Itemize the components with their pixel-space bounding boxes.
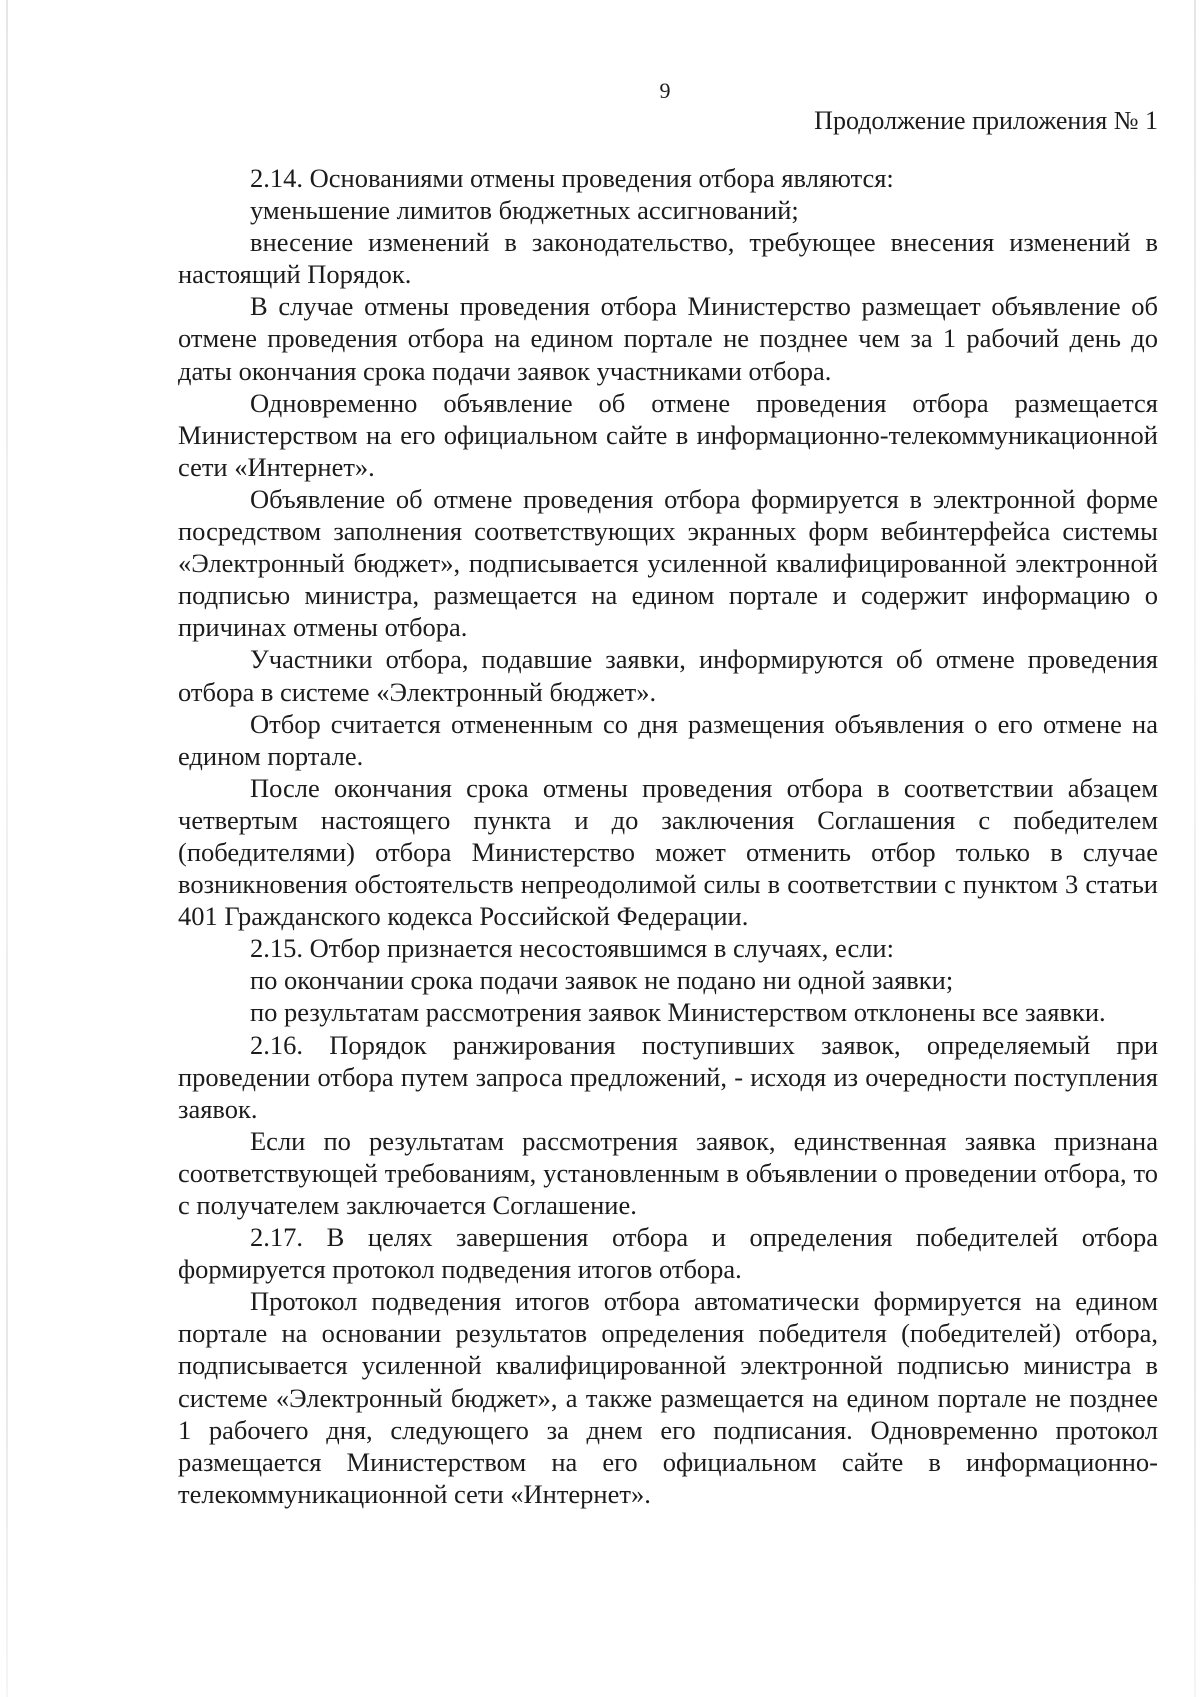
paragraph-cancellation-announcement: В случае отмены проведения отбора Министерство размещает объявление об отмене проведения отбора на едином портале не позднее чем за 1 рабочий день до даты окончания срока подачи заявок участниками отбора. <box>178 291 1158 386</box>
paragraph-2-14-heading: 2.14. Основаниями отмены проведения отбора являются: <box>250 163 894 193</box>
paragraph-2-16-ranking: 2.16. Порядок ранжирования поступивших заявок, определяемый при проведении отбора путем запроса предложений, - исходя из очередности поступления заявок. <box>178 1029 1158 1124</box>
paragraph-2-15-heading: 2.15. Отбор признается несостоявшимся в случаях, если: <box>250 933 894 964</box>
scan-edge-right <box>1194 0 1196 1697</box>
document-body <box>178 162 1158 1510</box>
appendix-continuation-note: Продолжение приложения № 1 <box>814 106 1158 135</box>
paragraph-single-application: Если по результатам рассмотрения заявок, единственная заявка признана соответствующей требованиям, установленным в объявлении о проведении отбора, то с получателем заключается Соглашение. <box>178 1125 1158 1220</box>
paragraph-all-rejected: по результатам рассмотрения заявок Министерством отклонены все заявки. <box>250 997 1106 1028</box>
paragraph-force-majeure: После окончания срока отмены проведения отбора в соответствии абзацем четвертым настоящего пункта и до заключения Соглашения с победителем (победителями) отбора Министерство может отменить отбор только в случае возникновения обстоятельств непреодолимой силы в соответствии с пунктом 3 статьи 401 Гражданского кодекса Российской Федерации. <box>178 772 1158 932</box>
paragraph-official-site: Одновременно объявление об отмене проведения отбора размещается Министерством на его официальном сайте в информационно-телекоммуникационной сети «Интернет». <box>178 387 1158 482</box>
scan-edge-left <box>6 0 8 1697</box>
paragraph-electronic-form: Объявление об отмене проведения отбора формируется в электронной форме посредством заполнения соответствующих экранных форм вебинтерфейса системы «Электронный бюджет», подписывается усиленной квалифицированной электронной подписью министра, размещается на едином портале и содержит информацию о причинах отмены отбора. <box>178 483 1158 643</box>
paragraph-no-applications: по окончании срока подачи заявок не подано ни одной заявки; <box>250 965 954 996</box>
paragraph-cancelled-date: Отбор считается отмененным со дня размещения объявления о его отмене на едином портале. <box>178 708 1158 771</box>
paragraph-legislation-changes: внесение изменений в законодательство, требующее внесения изменений в настоящий Порядок. <box>178 227 1158 290</box>
paragraph-protocol-publication: Протокол подведения итогов отбора автоматически формируется на едином портале на основании результатов определения победителя (победителей) отбора, подписывается усиленной квалифицированной электронной подписью министра в системе «Электронный бюджет», а также размещается на едином портале не позднее 1 рабочего дня, следующего за днем его подписания. Одновременно протокол размещается Министерством на его официальном сайте в информационно-телекоммуникационной сети «Интернет». <box>178 1286 1158 1509</box>
page-number: 9 <box>659 78 671 103</box>
paragraph-2-17-protocol: 2.17. В целях завершения отбора и определения победителей отбора формируется протокол подведения итогов отбора. <box>178 1222 1158 1285</box>
paragraph-participants-informed: Участники отбора, подавшие заявки, информируются об отмене проведения отбора в системе «Электронный бюджет». <box>178 644 1158 707</box>
paragraph-budget-limits: уменьшение лимитов бюджетных ассигнований; <box>250 195 799 226</box>
